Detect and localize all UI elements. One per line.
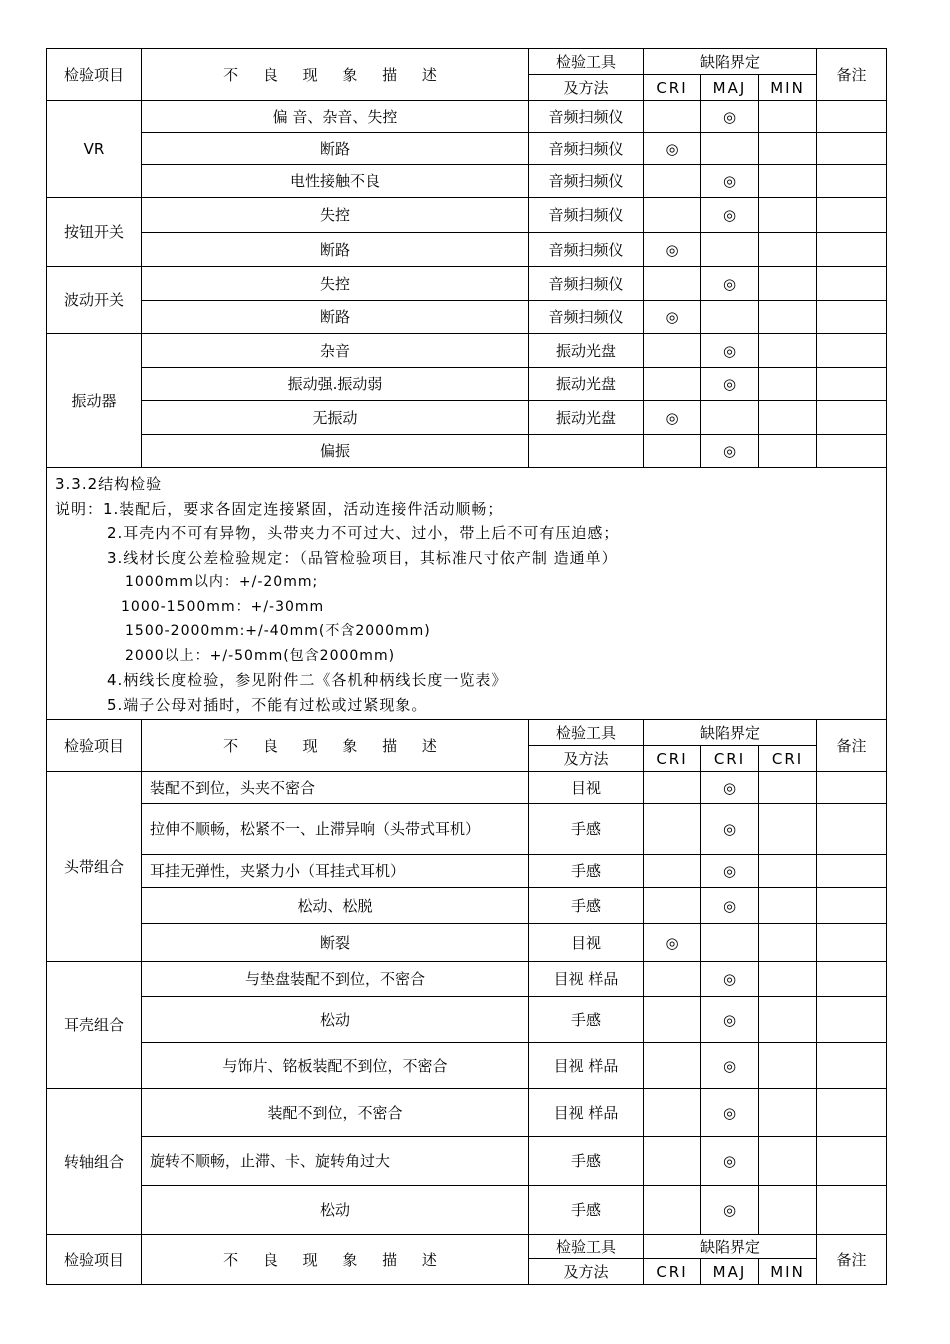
header-cri: CRI <box>644 746 701 772</box>
inspection-table <box>46 48 887 1285</box>
min-cell <box>759 1043 817 1089</box>
table-row <box>47 435 887 468</box>
cri-cell <box>644 198 701 233</box>
cri-mark: ◎ <box>644 233 701 267</box>
defect-description: 电性接触不良 <box>142 165 529 198</box>
cri-mark: ◎ <box>644 133 701 165</box>
inspection-tool: 手感 <box>529 1186 644 1235</box>
min-cell <box>759 1089 817 1137</box>
min-cell <box>759 855 817 888</box>
header-tool-line2: 及方法 <box>529 75 644 101</box>
table-row <box>47 301 887 334</box>
cri-cell <box>644 1137 701 1186</box>
remark-cell <box>817 401 887 435</box>
header-tool-line1: 检验工具 <box>529 49 644 75</box>
header-description: 不 良 现 象 描 述 <box>142 49 529 101</box>
defect-description: 与垫盘装配不到位，不密合 <box>142 962 529 997</box>
notes-line: 1500-2000mm:+/-40mm(不含2000mm) <box>125 623 431 639</box>
cri-cell <box>644 334 701 368</box>
cri-mark: ◎ <box>644 924 701 962</box>
min-cell <box>759 804 817 855</box>
inspection-tool: 目视 <box>529 924 644 962</box>
table-header-row <box>47 49 887 75</box>
table-row <box>47 855 887 888</box>
notes-line: 1000-1500mm：+/-30mm <box>121 598 325 615</box>
inspection-tool: 音频扫频仪 <box>529 133 644 165</box>
remark-cell <box>817 435 887 468</box>
header-remark: 备注 <box>817 1235 887 1285</box>
maj-mark: ◎ <box>701 165 759 198</box>
remark-cell <box>817 1043 887 1089</box>
notes-line: 3.线材长度公差检验规定：（品管检验项目，其标准尺寸依产制 造通单） <box>107 548 618 567</box>
item-earcup: 耳壳组合 <box>47 962 142 1089</box>
min-cell <box>759 772 817 804</box>
header-remark: 备注 <box>817 49 887 101</box>
table-header-row <box>47 1235 887 1259</box>
defect-description: 耳挂无弹性，夹紧力小（耳挂式耳机） <box>142 855 529 888</box>
cri-cell <box>644 772 701 804</box>
maj-mark: ◎ <box>701 804 759 855</box>
inspection-tool: 目视 <box>529 772 644 804</box>
maj-mark: ◎ <box>701 1137 759 1186</box>
header-maj: MAJ <box>701 1259 759 1285</box>
defect-description: 拉伸不顺畅，松紧不一、止滞异响（头带式耳机） <box>142 804 529 855</box>
maj-mark: ◎ <box>701 1186 759 1235</box>
maj-mark: ◎ <box>701 101 759 133</box>
header-cri: CRI <box>644 75 701 101</box>
inspection-tool: 音频扫频仪 <box>529 165 644 198</box>
min-cell <box>759 997 817 1043</box>
min-cell <box>759 334 817 368</box>
notes-line: 1000mm以内：+/-20mm; <box>125 574 319 590</box>
table-row <box>47 1043 887 1089</box>
defect-description: 装配不到位，头夹不密合 <box>142 772 529 804</box>
defect-description: 松动 <box>142 1186 529 1235</box>
header-item: 检验项目 <box>47 1235 142 1285</box>
header-defect: 缺陷界定 <box>644 1235 817 1259</box>
table-row <box>47 133 887 165</box>
header-tool-line1: 检验工具 <box>529 1235 644 1259</box>
cri-cell <box>644 435 701 468</box>
maj-mark: ◎ <box>701 855 759 888</box>
header-description: 不 良 现 象 描 述 <box>142 720 529 772</box>
remark-cell <box>817 804 887 855</box>
table-row <box>47 368 887 401</box>
cri-cell <box>644 855 701 888</box>
maj-mark: ◎ <box>701 888 759 924</box>
defect-description: 断裂 <box>142 924 529 962</box>
cri-cell <box>644 101 701 133</box>
cri-mark: ◎ <box>644 401 701 435</box>
item-vr: VR <box>47 101 142 198</box>
table-row <box>47 165 887 198</box>
min-cell <box>759 924 817 962</box>
maj-mark: ◎ <box>701 267 759 301</box>
defect-description: 松动 <box>142 997 529 1043</box>
cri-cell <box>644 1043 701 1089</box>
cri-mark: ◎ <box>644 301 701 334</box>
maj-mark: ◎ <box>701 334 759 368</box>
remark-cell <box>817 334 887 368</box>
min-cell <box>759 368 817 401</box>
maj-cell <box>701 133 759 165</box>
remark-cell <box>817 962 887 997</box>
maj-cell <box>701 301 759 334</box>
table-row <box>47 401 887 435</box>
remark-cell <box>817 997 887 1043</box>
remark-cell <box>817 233 887 267</box>
item-vibrator: 振动器 <box>47 334 142 468</box>
header-tool-line2: 及方法 <box>529 1259 644 1285</box>
maj-cell <box>701 401 759 435</box>
header-description: 不 良 现 象 描 述 <box>142 1235 529 1285</box>
notes-line: 2.耳壳内不可有异物，头带夹力不可过大、过小，带上后不可有压迫感； <box>107 524 620 542</box>
remark-cell <box>817 133 887 165</box>
inspection-tool: 目视 样品 <box>529 1089 644 1137</box>
defect-description: 杂音 <box>142 334 529 368</box>
remark-cell <box>817 1137 887 1186</box>
header-maj: MAJ <box>701 75 759 101</box>
defect-description: 与饰片、铭板装配不到位，不密合 <box>142 1043 529 1089</box>
inspection-tool: 目视 样品 <box>529 962 644 997</box>
item-shaft: 转轴组合 <box>47 1089 142 1235</box>
header-min: MIN <box>759 75 817 101</box>
maj-mark: ◎ <box>701 368 759 401</box>
defect-description: 装配不到位，不密合 <box>142 1089 529 1137</box>
remark-cell <box>817 888 887 924</box>
defect-description: 偏 音、杂音、失控 <box>142 101 529 133</box>
inspection-tool: 振动光盘 <box>529 401 644 435</box>
header-defect: 缺陷界定 <box>644 720 817 746</box>
item-toggle-switch: 波动开关 <box>47 267 142 334</box>
cri-cell <box>644 804 701 855</box>
remark-cell <box>817 368 887 401</box>
defect-description: 断路 <box>142 133 529 165</box>
remark-cell <box>817 1186 887 1235</box>
inspection-document <box>46 48 886 1285</box>
structure-inspection-notes <box>47 468 887 720</box>
notes-line: 5.端子公母对插时，不能有过松或过紧现象。 <box>107 695 428 714</box>
item-button-switch: 按钮开关 <box>47 198 142 267</box>
min-cell <box>759 267 817 301</box>
table-row <box>47 1089 887 1137</box>
remark-cell <box>817 924 887 962</box>
cri-cell <box>644 962 701 997</box>
header-cri: CRI <box>759 746 817 772</box>
item-headband: 头带组合 <box>47 772 142 962</box>
maj-mark: ◎ <box>701 772 759 804</box>
cri-cell <box>644 165 701 198</box>
remark-cell <box>817 101 887 133</box>
inspection-tool: 目视 样品 <box>529 1043 644 1089</box>
inspection-tool: 手感 <box>529 997 644 1043</box>
table-row <box>47 267 887 301</box>
min-cell <box>759 435 817 468</box>
min-cell <box>759 233 817 267</box>
maj-cell <box>701 233 759 267</box>
remark-cell <box>817 198 887 233</box>
inspection-tool: 振动光盘 <box>529 368 644 401</box>
maj-mark: ◎ <box>701 1043 759 1089</box>
table-row <box>47 233 887 267</box>
cri-cell <box>644 997 701 1043</box>
min-cell <box>759 301 817 334</box>
inspection-tool: 手感 <box>529 804 644 855</box>
header-tool-line1: 检验工具 <box>529 720 644 746</box>
notes-row <box>47 468 887 720</box>
notes-line: 说明：1.装配后，要求各固定连接紧固，活动连接件活动顺畅； <box>55 499 504 518</box>
cri-cell <box>644 1186 701 1235</box>
inspection-tool: 手感 <box>529 1137 644 1186</box>
header-tool-line2: 及方法 <box>529 746 644 772</box>
inspection-tool: 手感 <box>529 888 644 924</box>
defect-description: 旋转不顺畅，止滞、卡、旋转角过大 <box>142 1137 529 1186</box>
header-cri: CRI <box>644 1259 701 1285</box>
inspection-tool: 振动光盘 <box>529 334 644 368</box>
min-cell <box>759 1137 817 1186</box>
maj-mark: ◎ <box>701 435 759 468</box>
inspection-tool: 音频扫频仪 <box>529 301 644 334</box>
table-row <box>47 997 887 1043</box>
header-min: MIN <box>759 1259 817 1285</box>
header-item: 检验项目 <box>47 49 142 101</box>
notes-title: 3.3.2结构检验 <box>55 475 163 493</box>
min-cell <box>759 401 817 435</box>
table-row <box>47 1186 887 1235</box>
remark-cell <box>817 267 887 301</box>
remark-cell <box>817 301 887 334</box>
table-row <box>47 772 887 804</box>
min-cell <box>759 101 817 133</box>
maj-mark: ◎ <box>701 962 759 997</box>
min-cell <box>759 165 817 198</box>
min-cell <box>759 962 817 997</box>
maj-cell <box>701 924 759 962</box>
table-row <box>47 1137 887 1186</box>
table-row <box>47 334 887 368</box>
min-cell <box>759 888 817 924</box>
table-row <box>47 198 887 233</box>
table-header-row <box>47 720 887 746</box>
inspection-tool: 音频扫频仪 <box>529 233 644 267</box>
inspection-tool: 音频扫频仪 <box>529 198 644 233</box>
remark-cell <box>817 165 887 198</box>
table-row <box>47 924 887 962</box>
inspection-tool: 手感 <box>529 855 644 888</box>
remark-cell <box>817 1089 887 1137</box>
header-defect: 缺陷界定 <box>644 49 817 75</box>
maj-mark: ◎ <box>701 997 759 1043</box>
min-cell <box>759 133 817 165</box>
defect-description: 失控 <box>142 198 529 233</box>
cri-cell <box>644 888 701 924</box>
notes-line: 2000以上：+/-50mm(包含2000mm) <box>125 647 396 664</box>
defect-description: 无振动 <box>142 401 529 435</box>
maj-mark: ◎ <box>701 1089 759 1137</box>
min-cell <box>759 1186 817 1235</box>
remark-cell <box>817 855 887 888</box>
cri-cell <box>644 267 701 301</box>
table-row <box>47 962 887 997</box>
inspection-tool: 音频扫频仪 <box>529 267 644 301</box>
table-row <box>47 804 887 855</box>
table-row <box>47 888 887 924</box>
cri-cell <box>644 368 701 401</box>
min-cell <box>759 198 817 233</box>
defect-description: 断路 <box>142 233 529 267</box>
cri-cell <box>644 1089 701 1137</box>
inspection-tool: 音频扫频仪 <box>529 101 644 133</box>
notes-line: 4.柄线长度检验，参见附件二《各机种柄线长度一览表》 <box>107 671 508 689</box>
defect-description: 松动、松脱 <box>142 888 529 924</box>
remark-cell <box>817 772 887 804</box>
header-remark: 备注 <box>817 720 887 772</box>
header-cri: CRI <box>701 746 759 772</box>
inspection-tool <box>529 435 644 468</box>
maj-mark: ◎ <box>701 198 759 233</box>
header-item: 检验项目 <box>47 720 142 772</box>
defect-description: 断路 <box>142 301 529 334</box>
defect-description: 振动强.振动弱 <box>142 368 529 401</box>
defect-description: 失控 <box>142 267 529 301</box>
defect-description: 偏振 <box>142 435 529 468</box>
table-row <box>47 101 887 133</box>
